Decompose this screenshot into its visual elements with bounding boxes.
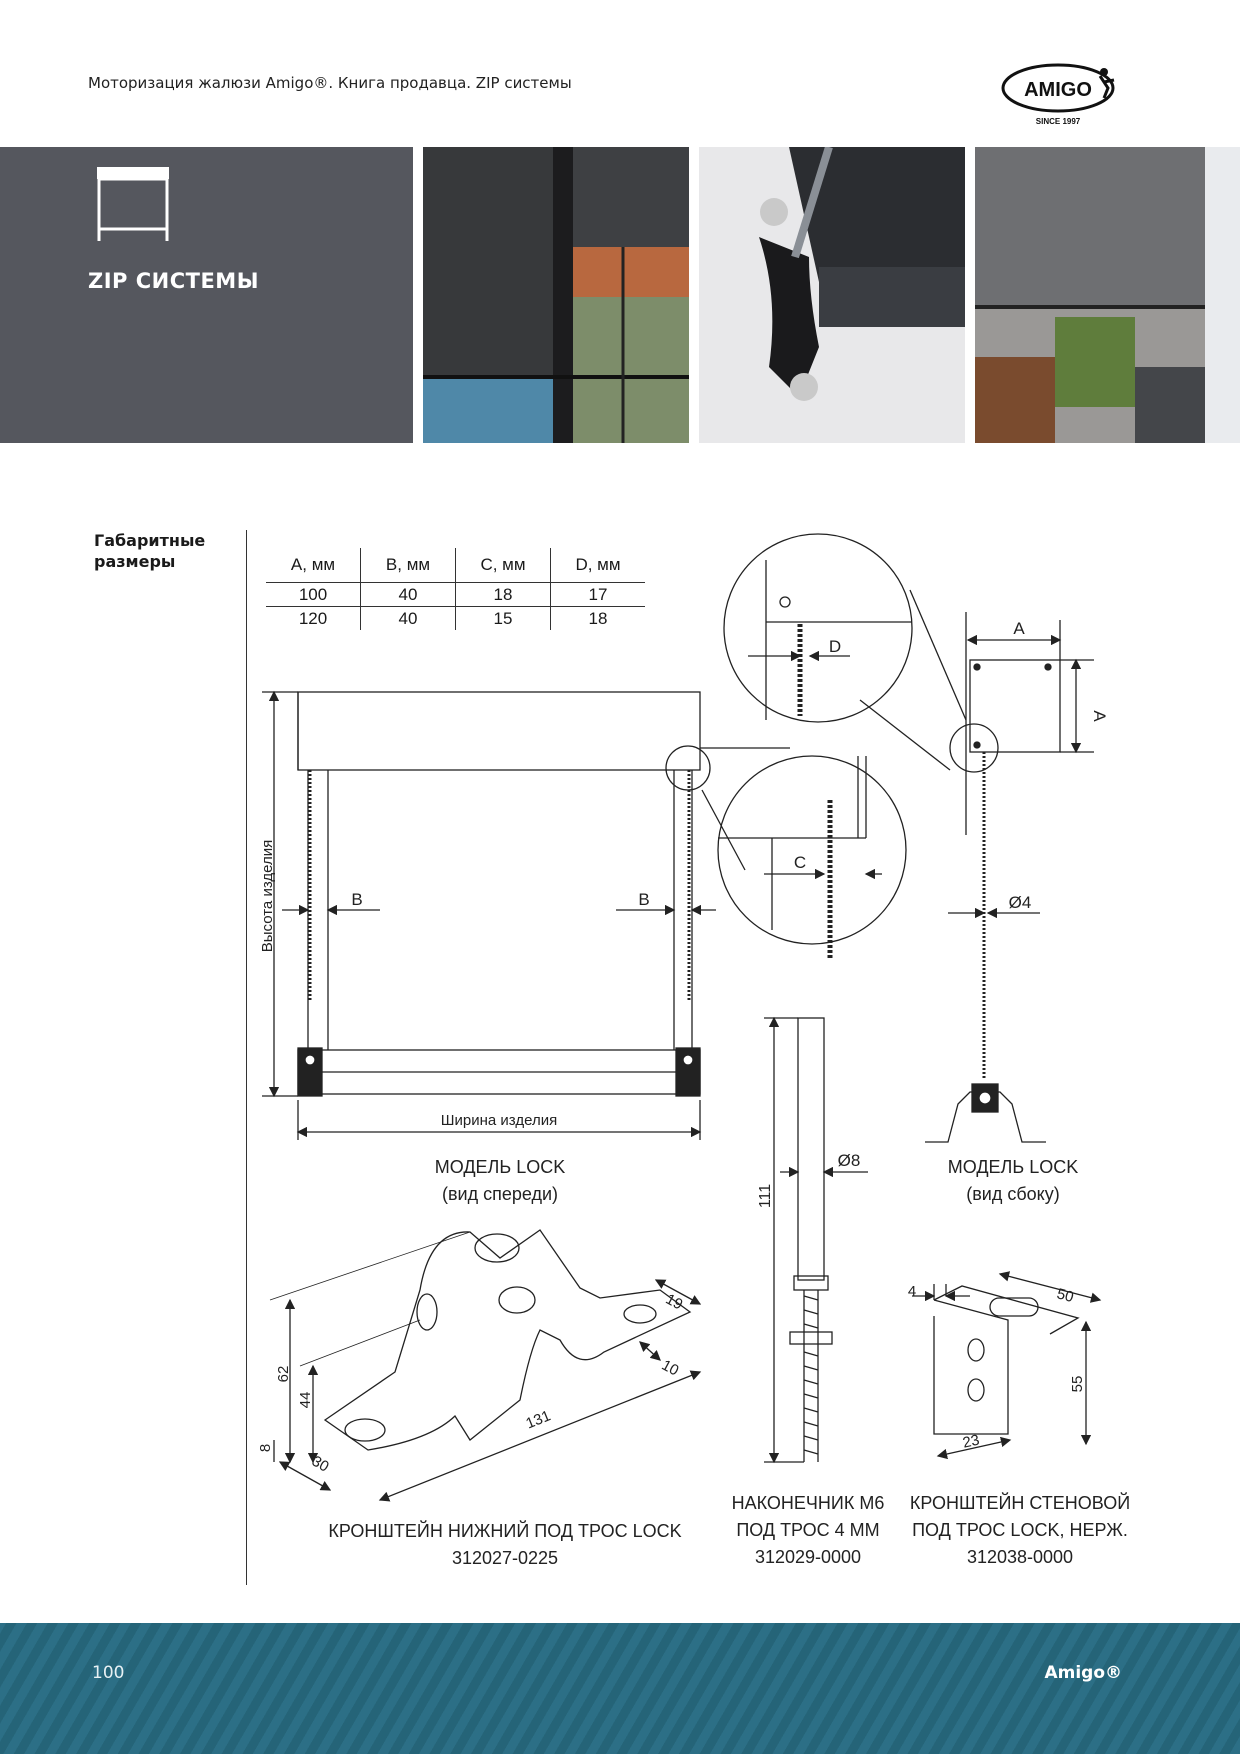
label-phi4: Ø4 xyxy=(1008,893,1032,912)
table-cell: 40 xyxy=(361,607,456,631)
label-b-right: B xyxy=(638,890,650,909)
label-d: D xyxy=(828,637,842,656)
caption-tip xyxy=(718,1490,898,1571)
table-cell: 120 xyxy=(266,607,361,631)
page-number: 100 xyxy=(92,1663,125,1683)
section-panel xyxy=(0,147,413,443)
table-cell: 15 xyxy=(456,607,551,631)
label-height: Высота изделия xyxy=(259,839,276,953)
front-view-drawing xyxy=(262,692,716,1140)
label-19: 19 xyxy=(662,1290,686,1314)
table-cell: 100 xyxy=(266,583,361,607)
table-header: A, мм xyxy=(290,555,336,574)
label-131: 131 xyxy=(523,1407,554,1433)
caption-wall-line1: КРОНШТЕЙН СТЕНОВОЙ xyxy=(909,1493,1131,1513)
label-phi8: Ø8 xyxy=(837,1151,861,1170)
side-view-drawing xyxy=(925,612,1094,1142)
footer-brand: Amigo® xyxy=(1044,1663,1122,1683)
label-a-side: A xyxy=(1090,710,1109,722)
table-header: D, мм xyxy=(551,548,646,583)
logo-since: SINCE 1997 xyxy=(1035,117,1081,126)
label-44: 44 xyxy=(297,1391,314,1409)
label-w50: 50 xyxy=(1054,1285,1076,1307)
caption-lower-bracket xyxy=(320,1518,690,1572)
table-cell: 18 xyxy=(551,607,646,631)
logo-wordmark: AMIGO xyxy=(1024,79,1092,101)
label-w23: 23 xyxy=(961,1431,981,1452)
photo-terrace-screen xyxy=(975,147,1240,443)
label-w55: 55 xyxy=(1069,1375,1086,1393)
page-footer xyxy=(0,1623,1240,1754)
table-cell: 18 xyxy=(456,583,551,607)
caption-tip-line3: 312029-0000 xyxy=(754,1547,862,1567)
label-30: 30 xyxy=(308,1452,332,1476)
caption-bracket-line2: 312027-0225 xyxy=(451,1548,559,1568)
tip-drawing xyxy=(764,1018,868,1462)
caption-front-line1: МОДЕЛЬ LOCK xyxy=(434,1157,566,1177)
caption-tip-line2: ПОД ТРОС 4 ММ xyxy=(736,1520,880,1540)
caption-front-line2: (вид спереди) xyxy=(441,1184,559,1204)
table-cell: 17 xyxy=(551,583,646,607)
caption-tip-line1: НАКОНЕЧНИК М6 xyxy=(731,1493,885,1513)
caption-side-line1: МОДЕЛЬ LOCK xyxy=(947,1157,1079,1177)
amigo-logo xyxy=(1000,58,1128,130)
zip-frame-icon xyxy=(95,165,171,245)
caption-wall-line2: ПОД ТРОС LOCK, НЕРЖ. xyxy=(912,1520,1128,1540)
hero-banner xyxy=(0,147,1240,443)
label-c: C xyxy=(793,853,807,872)
table-cell: 40 xyxy=(361,583,456,607)
table-header: C, мм xyxy=(456,548,551,583)
caption-front-view xyxy=(400,1154,600,1208)
label-len111: 111 xyxy=(757,1183,774,1209)
label-b-left: B xyxy=(351,890,363,909)
photo-balcony-screen xyxy=(423,147,689,443)
technical-drawing xyxy=(247,500,1137,1580)
label-8: 8 xyxy=(257,1443,274,1453)
document-header-title: Моторизация жалюзи Amigo®. Книга продавца. ZIP системы xyxy=(88,74,572,92)
caption-bracket-line1: КРОНШТЕЙН НИЖНИЙ ПОД ТРОС LOCK xyxy=(328,1521,682,1541)
label-a-top: A xyxy=(1013,619,1025,638)
section-title: ZIP СИСТЕМЫ xyxy=(88,269,259,293)
section-label-dimensions: Габаритные размеры xyxy=(94,531,206,571)
photo-bottom-bracket xyxy=(699,147,965,443)
caption-side-line2: (вид сбоку) xyxy=(966,1184,1060,1204)
label-62: 62 xyxy=(275,1365,292,1383)
caption-wall-line3: 312038-0000 xyxy=(966,1547,1074,1567)
detail-d-drawing xyxy=(724,534,966,770)
label-10: 10 xyxy=(658,1356,682,1380)
label-w4: 4 xyxy=(907,1283,917,1300)
label-width: Ширина изделия xyxy=(440,1112,558,1129)
caption-side-view xyxy=(913,1154,1113,1208)
lower-bracket-drawing xyxy=(270,1230,700,1500)
caption-wall-bracket xyxy=(900,1490,1140,1571)
table-header: B, мм xyxy=(361,548,456,583)
